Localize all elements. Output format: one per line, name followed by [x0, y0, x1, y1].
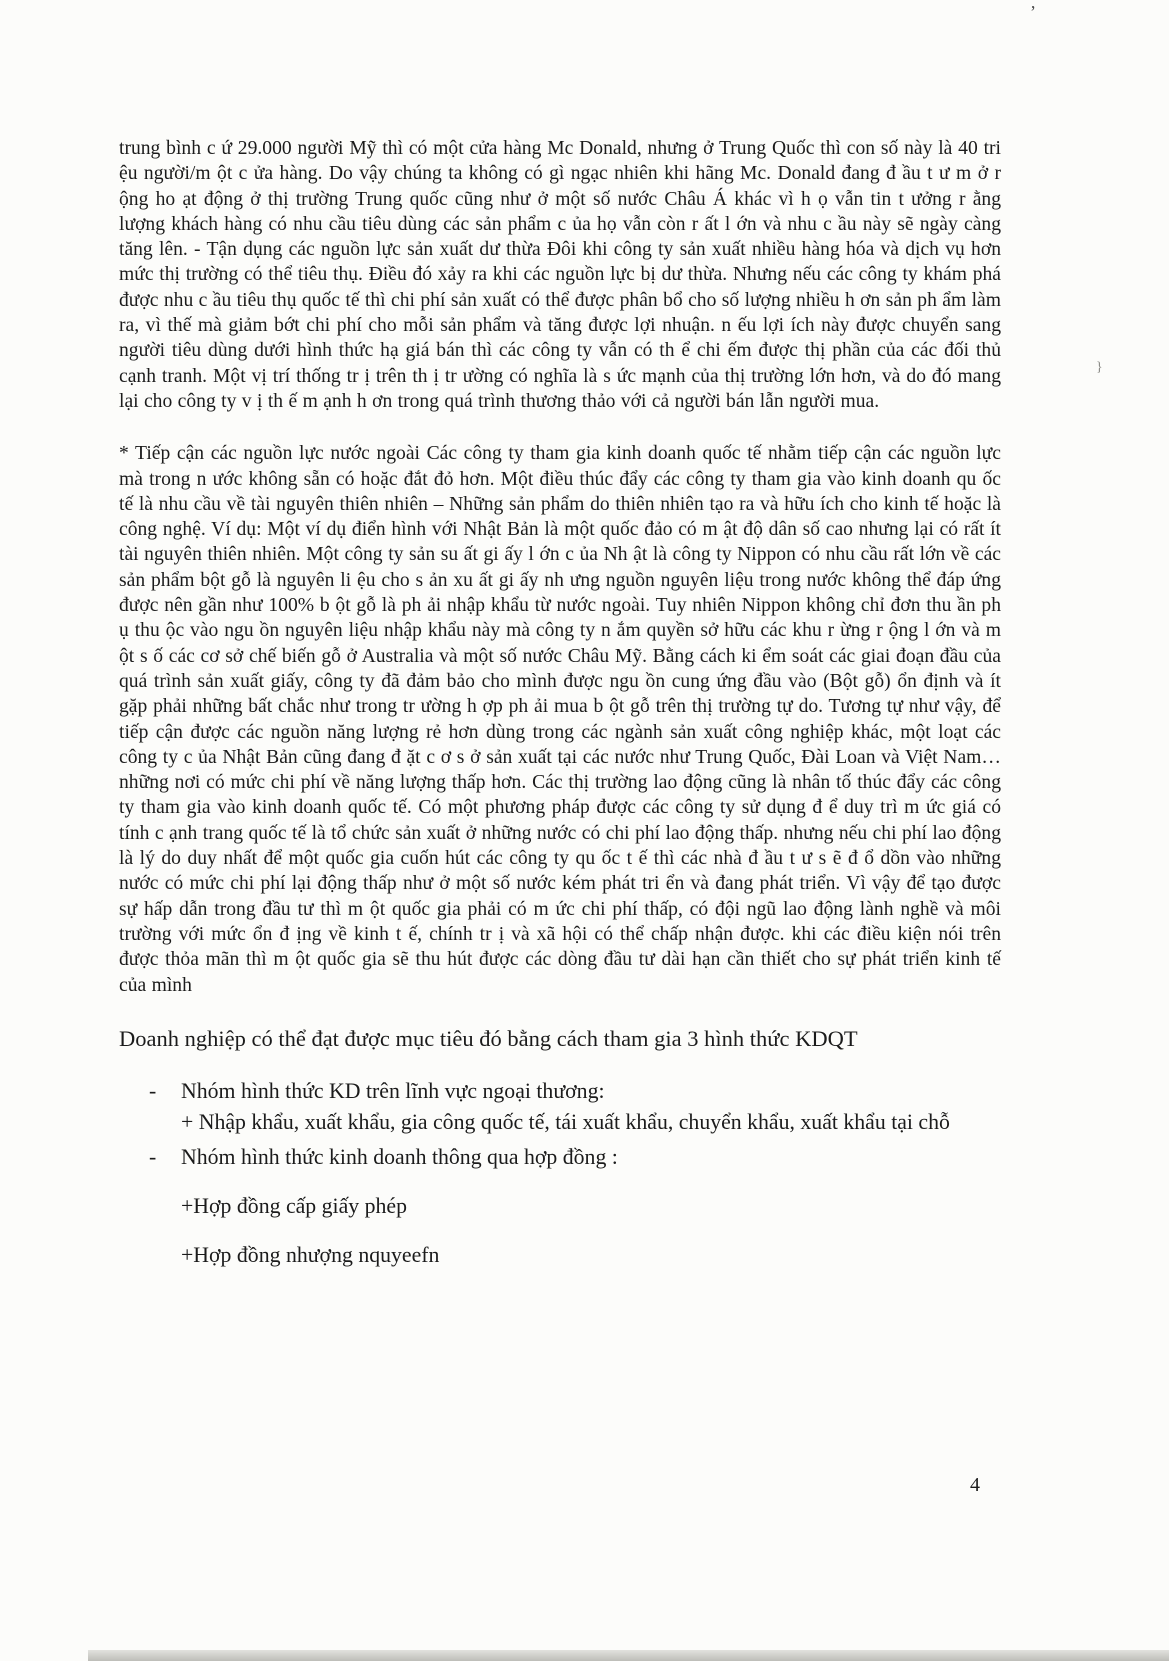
text-block — [119, 136, 1001, 1276]
sub-item-franchise-contract: +Hợp đồng nhượng nquyeefn — [181, 1242, 440, 1267]
sub-item-license-contract: +Hợp đồng cấp giấy phép — [181, 1193, 407, 1218]
paragraph-foreign-resources: * Tiếp cận các nguồn lực nước ngoài Các công ty tham gia kinh doanh quốc tế nhằm tiếp cận các nguồn lực mà trong n ước không sẵn có hoặc đắt đỏ hơn. Một điều thúc đẩy các công ty tham gia vào kinh doanh qu ốc tế là nhu cầu về tài nguyên thiên nhiên – Những sản phẩm do thiên nhiên tạo ra và hữu ích cho kinh tế hoặc là công nghệ. Ví dụ: Một ví dụ điển hình với Nhật Bản là một quốc đảo có m ật độ dân số cao nhưng lại có rất ít tài nguyên thiên nhiên. Một công ty sản su ất gi ấy l ớn c ủa Nh ật là công ty Nippon có nhu cầu rất lớn về các sản phẩm bột gỗ là nguyên li ệu cho s ản xu ất gi ấy nh ưng nguồn nguyên liệu trong nước không thể đáp ứng được nên gần như 100% b ột gỗ là ph ải nhập khẩu từ nước ngoài. Tuy nhiên Nippon không chỉ đơn thu ần ph ụ thu ộc vào ngu ồn nguyên liệu nhập khẩu này mà công ty n ắm quyền sở hữu các khu r ừng r ộng l ớn và m ột s ố các cơ sở chế biến gỗ ở Australia và một số nước Châu Mỹ. Bằng cách ki ểm soát các giai đoạn đầu của quá trình sản xuất giấy, công ty đã đảm bảo cho mình được ngu ồn cung ứng đầu vào (Bột gỗ) ổn định và ít gặp phải những bất chắc như trong tr ường h ợp ph ải mua b ột gỗ trên thị trường tự do. Tương tự như vậy, để tiếp cận được các nguồn năng lượng rẻ hơn dùng trong các ngành sản xuất công nghiệp khác, một loạt các công ty c ủa Nhật Bản cũng đang đ ặt c ơ s ở sản xuất tại các nước như Trung Quốc, Đài Loan và Việt Nam… những nơi có mức chi phí về năng lượng thấp hơn. Các thị trường lao động cũng là nhân tố thúc đẩy các công ty tham gia vào kinh doanh quốc tế. Có một phương pháp được các công ty sử dụng đ ể duy trì m ức giá có tính c ạnh trang quốc tế là tổ chức sản xuất ở những nước có chi phí lao động thấp. nhưng nếu chi phí lao động là lý do duy nhất để một quốc gia cuốn hút các công ty qu ốc t ế thì các nhà đ ầu t ư s ẽ đ ổ dồn vào những nước có mức chi phí lại động thấp như ở một số nước kém phát tri ển và đang phát triển. Vì vậy để tạo được sự hấp dẫn trong đầu tư thì m ột quốc gia phải có m ức chi phí thấp, có đội ngũ lao động lành nghề và môi trường với mức ổn đ ịng về kinh t ế, chính tr ị và xã hội có thể chấp nhận được. khi các điều kiện nói trên được thỏa mãn thì m ột quốc gia sẽ thu hút được các dòng đầu tư dài hạn cần thiết cho sự phát triển kinh tế của mình — [119, 443, 1001, 996]
sub-item-export-import: + Nhập khẩu, xuất khẩu, gia công quốc tế, tái xuất khẩu, chuyển khẩu, xuất khẩu tại chỗ — [181, 1109, 950, 1134]
list-item-label: Nhóm hình thức KD trên lĩnh vực ngoại thương: — [181, 1078, 605, 1103]
dash-bullet: - — [149, 1078, 157, 1103]
page-number: 4 — [970, 1474, 980, 1496]
scan-artifact-top-right: ’ — [1030, 2, 1036, 22]
section-heading-kdqt: Doanh nghiệp có thể đạt được mục tiêu đó bằng cách tham gia 3 hình thức KDQT — [119, 1025, 858, 1051]
scan-edge-shadow — [88, 1650, 1169, 1661]
list-item-body — [181, 1077, 1001, 1137]
paragraph-mcdonald-surplus: trung bình c ứ 29.000 người Mỹ thì có một cửa hàng Mc Donald, nhưng ở Trung Quốc thì con số này là 40 tri ệu người/m ột c ửa hàng. Do vậy chúng ta không có gì ngạc nhiên khi hãng Mc. Donald đang đ ầu t ư m ở r ộng ho ạt động ở thị trường Trung quốc cũng như ở một số nước Châu Á khác vì h ọ vẫn tin t ưởng r ằng lượng khách hàng có nhu cầu tiêu dùng các sản phẩm c ủa họ vẫn còn r ất l ớn và nhu c ầu này sẽ ngày càng tăng lên. - Tận dụng các nguồn lực sản xuất dư thừa Đôi khi công ty sản xuất nhiều hàng hóa và dịch vụ hơn mức thị trường có thể tiêu thụ. Điều đó xảy ra khi các nguồn lực bị dư thừa. Nhưng nếu các công ty khám phá được nhu c ầu tiêu thụ quốc tế thì chi phí sản xuất có thể được phân bổ cho số lượng nhiều h ơn sản ph ẩm làm ra, vì thế mà giảm bớt chi phí cho mỗi sản phẩm và tăng được lợi nhuận. n ếu lợi ích này được chuyển sang người tiêu dùng dưới hình thức hạ giá bán thì các công ty vẫn có th ể chi ếm được thị phần của các đối thủ cạnh tranh. Một vị trí thống tr ị trên th ị tr ường có nghĩa là s ức mạnh của thị trường lớn hơn, và do đó mang lại cho công ty v ị th ế m ạnh h ơn trong quá trình thương thảo với cả người bán lẫn người mua. — [119, 138, 1001, 412]
list-item-label: Nhóm hình thức kinh doanh thông qua hợp đồng : — [181, 1144, 618, 1169]
list-item-contract-business — [149, 1143, 1001, 1270]
list-item-body — [181, 1143, 1001, 1270]
dash-bullet: - — [149, 1144, 157, 1169]
kdqt-forms-list — [149, 1077, 1001, 1270]
list-item-foreign-trade — [149, 1077, 1001, 1137]
scan-artifact-right-edge: } — [1096, 360, 1103, 375]
